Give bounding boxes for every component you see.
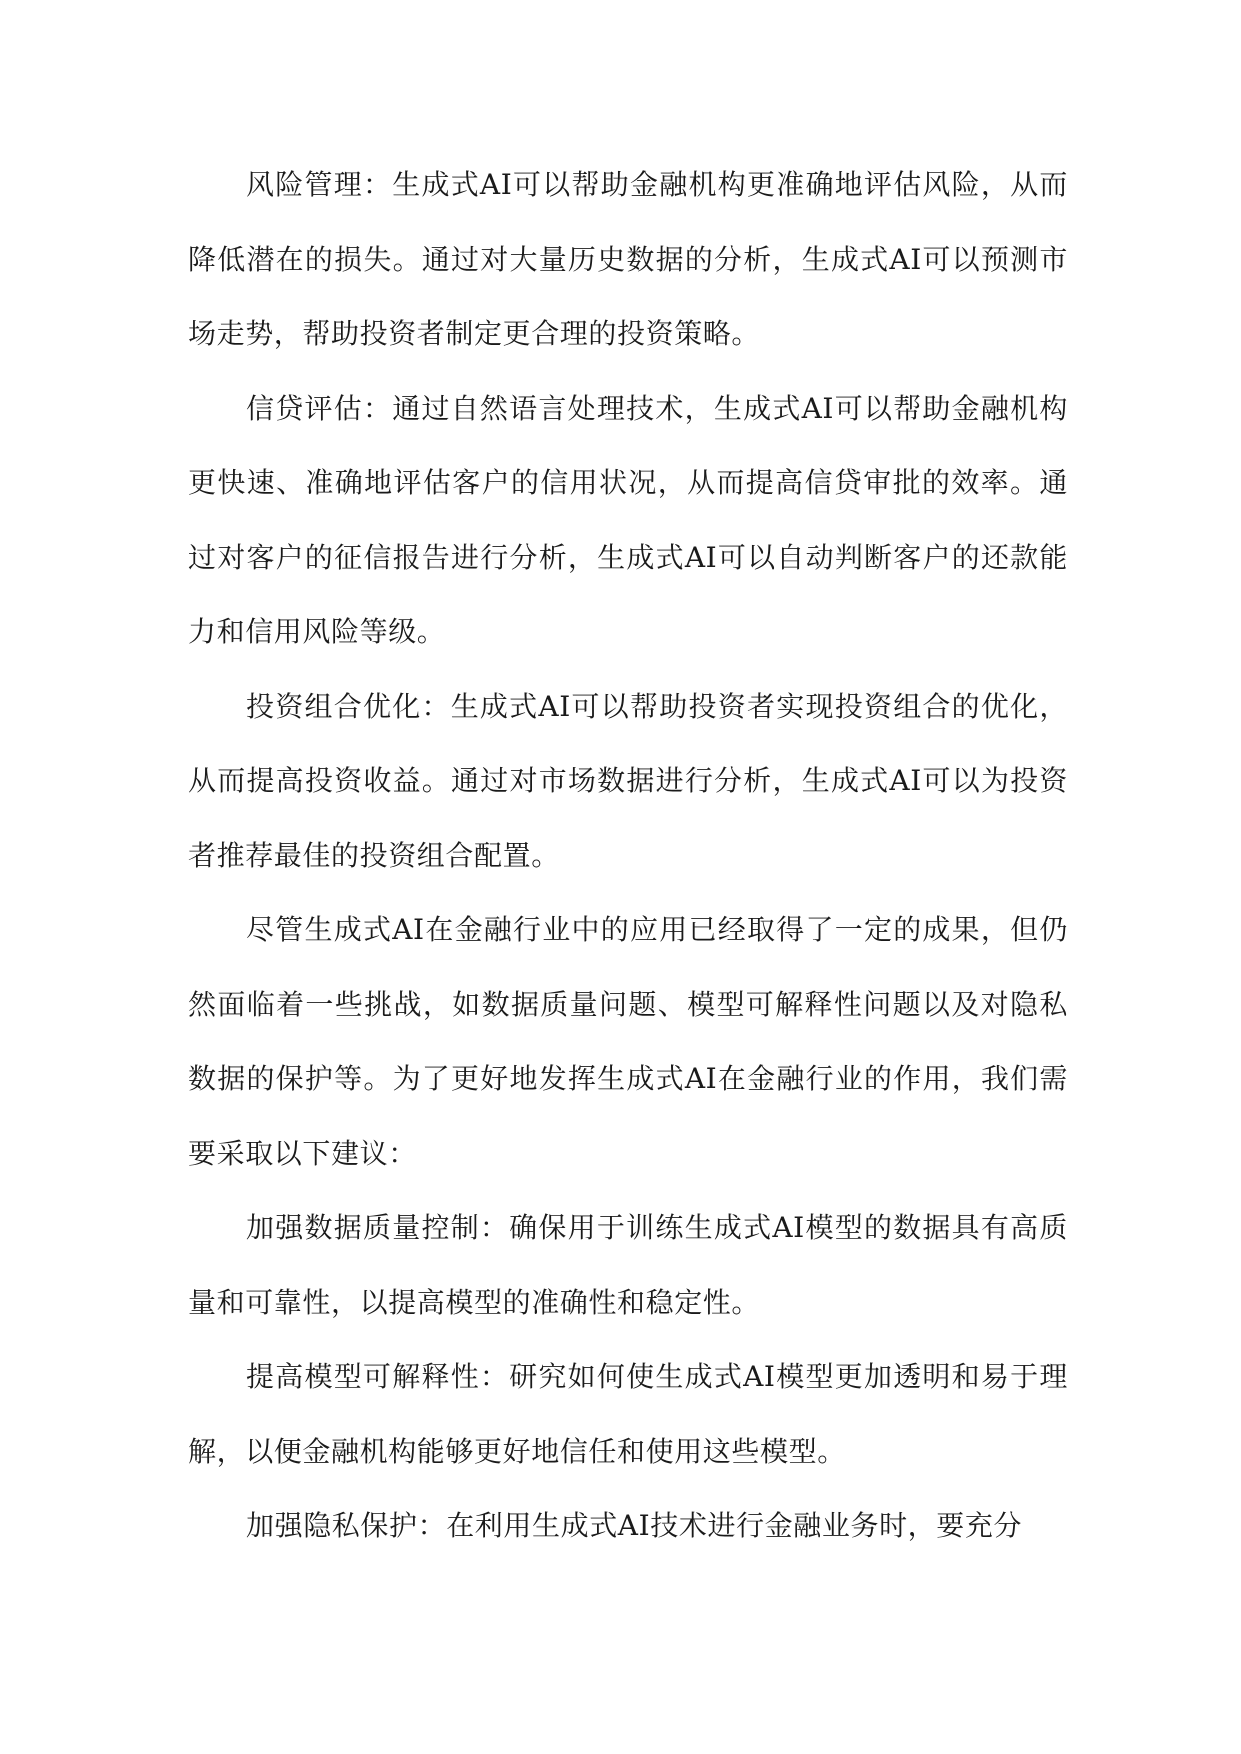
paragraph-risk-management: 风险管理：生成式AI可以帮助金融机构更准确地评估风险，从而降低潜在的损失。通过对大量历史数据的分析，生成式AI可以预测市场走势，帮助投资者制定更合理的投资策略。 [188, 168, 1068, 350]
paragraph-credit-assessment: 信贷评估：通过自然语言处理技术，生成式AI可以帮助金融机构更快速、准确地评估客户的信用状况，从而提高信贷审批的效率。通过对客户的征信报告进行分析，生成式AI可以自动判断客户的还款能力和信用风险等级。 [188, 391, 1068, 648]
paragraph-data-quality: 加强数据质量控制：确保用于训练生成式AI模型的数据具有高质量和可靠性，以提高模型的准确性和稳定性。 [188, 1211, 1068, 1319]
paragraph-model-explainability: 提高模型可解释性：研究如何使生成式AI模型更加透明和易于理解，以便金融机构能够更好地信任和使用这些模型。 [188, 1360, 1068, 1468]
document-body [188, 148, 1068, 1564]
paragraph-privacy-protection: 加强隐私保护：在利用生成式AI技术进行金融业务时，要充分 [246, 1509, 1023, 1542]
paragraph-portfolio-optimization: 投资组合优化：生成式AI可以帮助投资者实现投资组合的优化，从而提高投资收益。通过对市场数据进行分析，生成式AI可以为投资者推荐最佳的投资组合配置。 [188, 689, 1068, 872]
paragraph-challenges: 尽管生成式AI在金融行业中的应用已经取得了一定的成果，但仍然面临着一些挑战，如数据质量问题、模型可解释性问题以及对隐私数据的保护等。为了更好地发挥生成式AI在金融行业的作用，我们需要采取以下建议： [188, 913, 1068, 1170]
